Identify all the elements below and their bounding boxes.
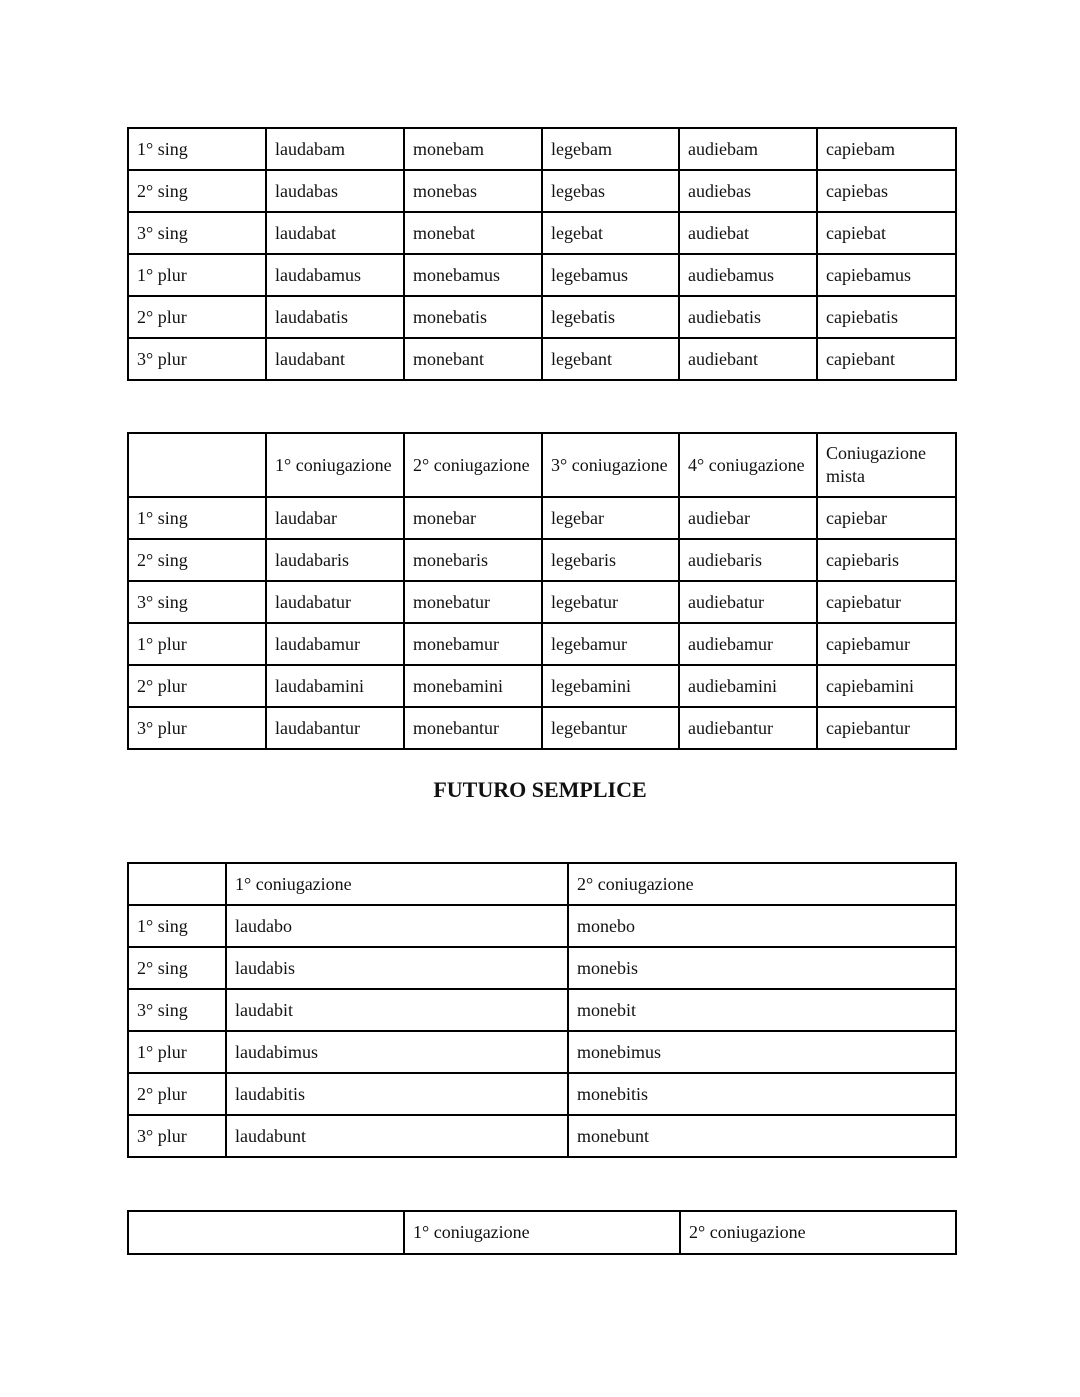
- table-cell: capiebamini: [817, 665, 956, 707]
- table-row: [128, 212, 956, 254]
- header-cell: 2° coniugazione: [680, 1211, 956, 1254]
- table-cell: laudabar: [266, 497, 404, 539]
- table-cell: legebatur: [542, 581, 679, 623]
- table-cell: laudabam: [266, 128, 404, 170]
- person-label: 1° sing: [128, 905, 226, 947]
- header-cell-empty: [128, 863, 226, 905]
- table-row: [128, 128, 956, 170]
- table-cell: capiebamur: [817, 623, 956, 665]
- table-cell: laudabis: [226, 947, 568, 989]
- table-cell: capiebantur: [817, 707, 956, 749]
- table-cell: monebantur: [404, 707, 542, 749]
- person-label: 1° sing: [128, 497, 266, 539]
- table-cell: laudabamur: [266, 623, 404, 665]
- future-active-table: [127, 862, 957, 1158]
- table-cell: legebamini: [542, 665, 679, 707]
- table-cell: audiebant: [679, 338, 817, 380]
- person-label: 3° sing: [128, 989, 226, 1031]
- table-cell: legebatis: [542, 296, 679, 338]
- table-cell: audiebatur: [679, 581, 817, 623]
- person-label: 3° plur: [128, 1115, 226, 1157]
- table-row: [128, 989, 956, 1031]
- table-cell: laudabamus: [266, 254, 404, 296]
- imperfect-passive-table: [127, 432, 957, 750]
- table-row: [128, 581, 956, 623]
- header-cell: 4° coniugazione: [679, 433, 817, 497]
- table-cell: monebamus: [404, 254, 542, 296]
- table-cell: laudabantur: [266, 707, 404, 749]
- table-cell: monebat: [404, 212, 542, 254]
- table-cell: laudabimus: [226, 1031, 568, 1073]
- imperfect-active-table: [127, 127, 957, 381]
- header-cell: Coniugazione mista: [817, 433, 956, 497]
- table-row: [128, 623, 956, 665]
- table-cell: capiebamus: [817, 254, 956, 296]
- table-cell: monebaris: [404, 539, 542, 581]
- table-cell: audiebamus: [679, 254, 817, 296]
- table-cell: laudabitis: [226, 1073, 568, 1115]
- table-cell: laudabatis: [266, 296, 404, 338]
- table-row: [128, 338, 956, 380]
- table-cell: legebat: [542, 212, 679, 254]
- table-row: [128, 947, 956, 989]
- person-label: 2° sing: [128, 947, 226, 989]
- table-cell: legebaris: [542, 539, 679, 581]
- section-title: FUTURO SEMPLICE: [433, 777, 647, 802]
- header-cell: 1° coniugazione: [404, 1211, 680, 1254]
- table-cell: monebam: [404, 128, 542, 170]
- table-row: [128, 1031, 956, 1073]
- table-row: [128, 1115, 956, 1157]
- person-label: 3° plur: [128, 707, 266, 749]
- table-cell: monebar: [404, 497, 542, 539]
- person-label: 2° plur: [128, 665, 266, 707]
- table-cell: legebar: [542, 497, 679, 539]
- person-label: 2° plur: [128, 1073, 226, 1115]
- table-cell: legebamus: [542, 254, 679, 296]
- person-label: 1° sing: [128, 128, 266, 170]
- table-cell: laudabatur: [266, 581, 404, 623]
- table-header-row: [128, 1211, 956, 1254]
- table-cell: monebant: [404, 338, 542, 380]
- table-cell: legebamur: [542, 623, 679, 665]
- table-row: [128, 254, 956, 296]
- table-row: [128, 1073, 956, 1115]
- header-cell-empty: [128, 1211, 404, 1254]
- table-header-row: [128, 863, 956, 905]
- table-header-row: [128, 433, 956, 497]
- table-cell: audiebantur: [679, 707, 817, 749]
- table-cell: monebamini: [404, 665, 542, 707]
- table-cell: audiebamini: [679, 665, 817, 707]
- table-cell: monebunt: [568, 1115, 956, 1157]
- table-cell: legebas: [542, 170, 679, 212]
- table-cell: laudabat: [266, 212, 404, 254]
- table-cell: laudabunt: [226, 1115, 568, 1157]
- table-cell: capiebat: [817, 212, 956, 254]
- table-cell: audiebar: [679, 497, 817, 539]
- table-cell: laudabo: [226, 905, 568, 947]
- person-label: 3° plur: [128, 338, 266, 380]
- table-cell: capiebant: [817, 338, 956, 380]
- table-cell: legebantur: [542, 707, 679, 749]
- table-cell: audiebaris: [679, 539, 817, 581]
- table-row: [128, 539, 956, 581]
- table-row: [128, 665, 956, 707]
- table-cell: laudabit: [226, 989, 568, 1031]
- header-cell: 2° coniugazione: [404, 433, 542, 497]
- table-cell: capiebatis: [817, 296, 956, 338]
- table-row: [128, 905, 956, 947]
- table-row: [128, 170, 956, 212]
- table-cell: capiebas: [817, 170, 956, 212]
- table-cell: monebamur: [404, 623, 542, 665]
- table-cell: audiebatis: [679, 296, 817, 338]
- table-cell: legebant: [542, 338, 679, 380]
- future-passive-table: [127, 1210, 957, 1255]
- table-row: [128, 497, 956, 539]
- person-label: 2° plur: [128, 296, 266, 338]
- table-cell: monebis: [568, 947, 956, 989]
- person-label: 3° sing: [128, 581, 266, 623]
- table-cell: monebimus: [568, 1031, 956, 1073]
- table-cell: monebatis: [404, 296, 542, 338]
- person-label: 1° plur: [128, 1031, 226, 1073]
- table-cell: laudabant: [266, 338, 404, 380]
- table-cell: legebam: [542, 128, 679, 170]
- person-label: 3° sing: [128, 212, 266, 254]
- person-label: 1° plur: [128, 623, 266, 665]
- table-cell: laudabaris: [266, 539, 404, 581]
- table-cell: audiebam: [679, 128, 817, 170]
- table-cell: laudabamini: [266, 665, 404, 707]
- table-cell: monebo: [568, 905, 956, 947]
- header-cell-empty: [128, 433, 266, 497]
- header-cell: 1° coniugazione: [266, 433, 404, 497]
- header-cell: 1° coniugazione: [226, 863, 568, 905]
- table-row: [128, 296, 956, 338]
- table-cell: audiebat: [679, 212, 817, 254]
- table-cell: capiebam: [817, 128, 956, 170]
- person-label: 1° plur: [128, 254, 266, 296]
- table-cell: monebas: [404, 170, 542, 212]
- table-cell: laudabas: [266, 170, 404, 212]
- table-cell: monebatur: [404, 581, 542, 623]
- person-label: 2° sing: [128, 170, 266, 212]
- header-cell: 3° coniugazione: [542, 433, 679, 497]
- table-cell: audiebas: [679, 170, 817, 212]
- table-cell: monebitis: [568, 1073, 956, 1115]
- table-cell: capiebatur: [817, 581, 956, 623]
- table-cell: audiebamur: [679, 623, 817, 665]
- person-label: 2° sing: [128, 539, 266, 581]
- table-cell: capiebar: [817, 497, 956, 539]
- table-cell: capiebaris: [817, 539, 956, 581]
- table-cell: monebit: [568, 989, 956, 1031]
- header-cell: 2° coniugazione: [568, 863, 956, 905]
- table-row: [128, 707, 956, 749]
